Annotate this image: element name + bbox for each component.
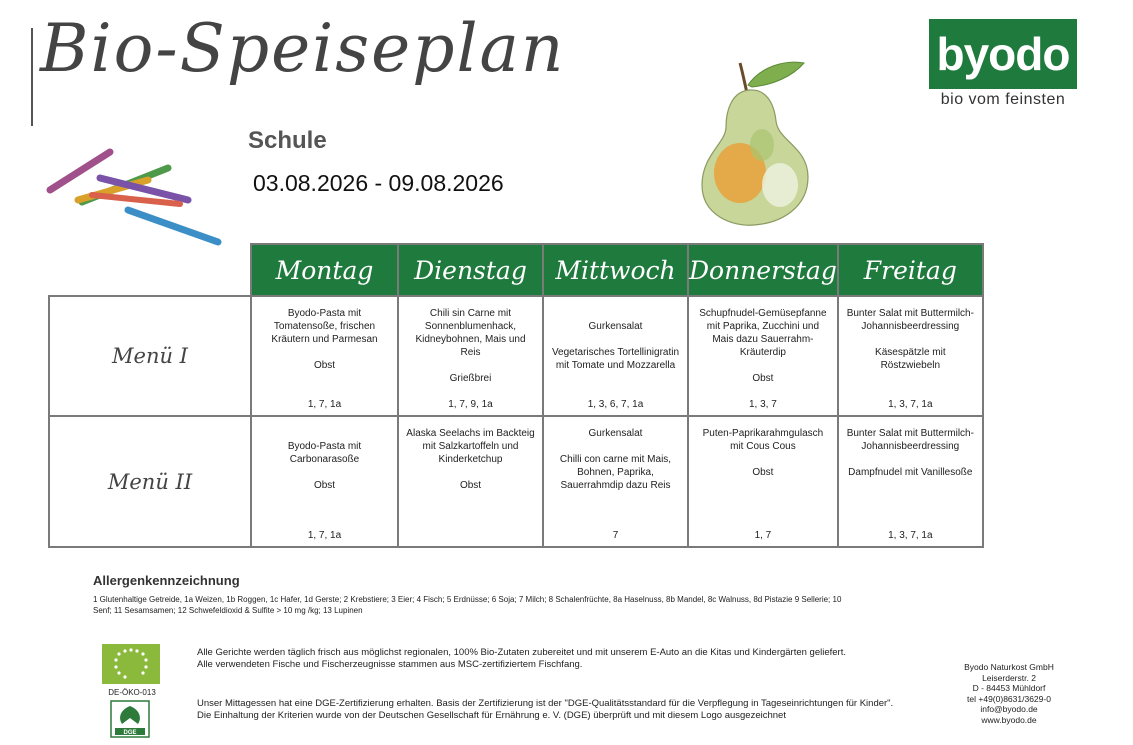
dish-text: Gurkensalat Vegetarisches Tortellinigratin mit Tomate und Mozzarella	[551, 321, 680, 371]
menu-cell	[838, 416, 983, 547]
dish-text: Puten-Paprikarahmgulasch mit Cous Cous Obst	[702, 428, 824, 478]
menu-cell	[398, 416, 543, 547]
dish-text: Schupfnudel-Gemüsepfanne mit Paprika, Zucchini und Mais dazu Sauerrahm- Kräuterdip Obst	[699, 308, 827, 384]
menu-cell	[251, 296, 398, 416]
dish-text: Byodo-Pasta mit Carbonarasoße Obst	[287, 441, 362, 491]
brand-logo-text: byodo	[936, 28, 1070, 80]
allergen-legend: 1 Glutenhaltige Getreide, 1a Weizen, 1b Roggen, 1c Hafer, 1d Gerste; 2 Krebstiere; 3 Eier; 4 Fisch; 5 Erdnüsse; 6 Soja; 7 Milch; 8 Schalenfrüchte, 8a Haselnuss, 8b Mandel, 8c Walnuss, 8d Pistazie 9 Sellerie; 10 Senf; 11 Sesamsamen; 12 Schwefeldioxid & Sulfite > 10 mg /kg; 13 Lupinen	[93, 595, 842, 615]
allergen-codes: 1, 3, 7, 1a	[888, 399, 933, 410]
company-address: Byodo Naturkost GmbH Leiserderstr. 2 D - 84453 Mühldorf tel +49(0)8631/3629-0 info@byodo.de www.byodo.de	[964, 662, 1054, 725]
pear-illustration	[692, 55, 817, 230]
day-header: Montag	[251, 244, 398, 296]
menu-cell	[688, 296, 838, 416]
day-header: Mittwoch	[543, 244, 688, 296]
footer-paragraph-certification: Unser Mittagessen hat eine DGE-Zertifizierung erhalten. Basis der Zertifizierung ist der "DGE-Qualitätsstandard für die Verpflegung in Tageseinrichtungen für Kinder". Die Einhaltung der Kriterien wurde von der Deutschen Gesellschaft für Ernährung e. V. (DGE) überprüft und mit diesem Logo ausgezeichnet	[197, 698, 894, 721]
eu-organic-code: DE-ÖKO-013	[108, 688, 156, 697]
menu-row	[49, 416, 983, 547]
dish-text: Alaska Seelachs im Backteig mit Salzkartoffeln und Kinderketchup Obst	[406, 428, 535, 491]
allergen-codes: 1, 3, 6, 7, 1a	[587, 399, 644, 410]
date-range: 03.08.2026 - 09.08.2026	[253, 170, 504, 196]
dish-text: Bunter Salat mit Buttermilch- Johannisbeerdressing Käsespätzle mit Röstzwiebeln	[846, 308, 974, 371]
allergen-codes: 1, 7, 1a	[307, 530, 342, 541]
day-header-row	[49, 244, 983, 296]
menu-row	[49, 296, 983, 416]
menu-cell	[398, 296, 543, 416]
day-header: Dienstag	[398, 244, 543, 296]
table-corner	[49, 244, 251, 296]
page-title: Bio-Speiseplan	[40, 10, 566, 87]
page-subtitle: Schule	[248, 127, 327, 154]
dge-certification-icon	[110, 700, 150, 738]
allergen-codes: 1, 7	[754, 530, 772, 541]
dish-text: Byodo-Pasta mit Tomatensoße, frischen Kräutern und Parmesan Obst	[271, 308, 378, 371]
menu-label: Menü II	[49, 416, 251, 547]
menu-cell	[543, 416, 688, 547]
menu-cell	[543, 296, 688, 416]
allergen-heading: Allergenkennzeichnung	[93, 573, 240, 588]
brand-tagline: bio vom feinsten	[940, 91, 1066, 108]
dge-logo-text: DGE	[123, 730, 137, 736]
footer-paragraph-delivery: Alle Gerichte werden täglich frisch aus möglichst regionalen, 100% Bio-Zutaten zubereitet und mit unserem E-Auto an die Kitas und Kindergärten geliefert. Alle verwendeten Fische und Fischerzeugnisse stammen aus MSC-zertifiziertem Fischfang.	[197, 647, 846, 670]
menu-cell	[838, 296, 983, 416]
title-accent-line	[31, 28, 33, 126]
allergen-codes: 1, 3, 7	[749, 399, 777, 410]
menu-label: Menü I	[49, 296, 251, 416]
allergen-codes: 7	[612, 530, 619, 541]
menu-table	[48, 243, 984, 548]
menu-cell	[251, 416, 398, 547]
allergen-codes: 1, 7, 1a	[307, 399, 342, 410]
dish-text: Chili sin Carne mit Sonnenblumenhack, Kidneybohnen, Mais und Reis Grießbrei	[415, 308, 526, 384]
dish-text: Gurkensalat Chilli con carne mit Mais, Bohnen, Paprika, Sauerrahmdip dazu Reis	[559, 428, 672, 491]
day-header: Donnerstag	[688, 244, 838, 296]
day-header: Freitag	[838, 244, 983, 296]
dish-text: Bunter Salat mit Buttermilch- Johannisbeerdressing Dampfnudel mit Vanillesoße	[846, 428, 974, 478]
eu-organic-leaf-icon	[102, 644, 160, 684]
allergen-codes: 1, 3, 7, 1a	[888, 530, 933, 541]
crayons-illustration	[40, 140, 230, 255]
allergen-codes: 1, 7, 9, 1a	[448, 399, 493, 410]
menu-cell	[688, 416, 838, 547]
